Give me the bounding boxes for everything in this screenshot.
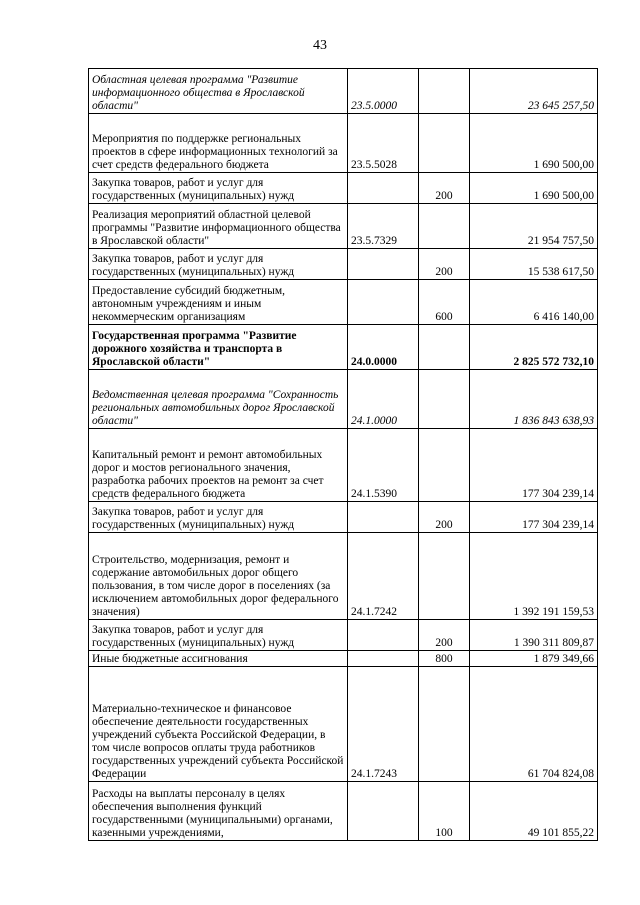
table-row (89, 114, 598, 173)
row-expense-type-cell (419, 429, 470, 502)
row-sum-cell: 23 645 257,50 (470, 69, 598, 114)
row-sum-cell: 1 390 311 809,87 (470, 620, 598, 651)
table-row (89, 667, 598, 782)
row-expense-type-cell: 200 (419, 249, 470, 280)
budget-table-body (89, 69, 598, 841)
row-sum-cell: 6 416 140,00 (470, 280, 598, 325)
row-name-cell: Областная целевая программа "Развитие информационного общества в Ярославской области" (89, 69, 348, 114)
row-expense-type-cell (419, 325, 470, 370)
row-expense-type-cell (419, 533, 470, 620)
row-code-cell (348, 651, 419, 667)
row-name-cell: Ведомственная целевая программа "Сохранность региональных автомобильных дорог Ярославской области" (89, 370, 348, 429)
budget-table (88, 68, 598, 841)
row-code-cell: 24.1.7243 (348, 667, 419, 782)
row-code-cell: 24.1.0000 (348, 370, 419, 429)
row-name-cell: Строительство, модернизация, ремонт и содержание автомобильных дорог общего пользования, в том числе дорог в поселениях (за исключением автомобильных дорог федерального значения) (89, 533, 348, 620)
row-code-cell (348, 173, 419, 204)
table-row (89, 533, 598, 620)
row-expense-type-cell (419, 69, 470, 114)
row-expense-type-cell (419, 667, 470, 782)
row-name-cell: Материально-техническое и финансовое обеспечение деятельности государственных учреждений субъекта Российской Федерации, в том числе вопросов оплаты труда работников государственных учреждений субъекта Российской Федерации (89, 667, 348, 782)
page-number: 43 (313, 38, 327, 53)
row-expense-type-cell: 800 (419, 651, 470, 667)
row-name-cell: Иные бюджетные ассигнования (89, 651, 348, 667)
row-sum-cell: 21 954 757,50 (470, 204, 598, 249)
table-row (89, 325, 598, 370)
table-row (89, 620, 598, 651)
row-expense-type-cell (419, 204, 470, 249)
row-code-cell: 24.1.7242 (348, 533, 419, 620)
row-name-cell: Мероприятия по поддержке региональных проектов в сфере информационных технологий за счет средств федерального бюджета (89, 114, 348, 173)
row-expense-type-cell: 200 (419, 502, 470, 533)
row-sum-cell: 1 836 843 638,93 (470, 370, 598, 429)
row-code-cell (348, 782, 419, 841)
table-row (89, 249, 598, 280)
row-name-cell: Капитальный ремонт и ремонт автомобильных дорог и мостов регионального значения, разработка рабочих проектов на ремонт за счет средств федерального бюджета (89, 429, 348, 502)
row-sum-cell: 61 704 824,08 (470, 667, 598, 782)
row-sum-cell: 49 101 855,22 (470, 782, 598, 841)
row-expense-type-cell: 200 (419, 173, 470, 204)
row-sum-cell: 1 690 500,00 (470, 173, 598, 204)
row-expense-type-cell: 100 (419, 782, 470, 841)
table-row (89, 69, 598, 114)
row-code-cell: 23.5.7329 (348, 204, 419, 249)
row-sum-cell: 177 304 239,14 (470, 502, 598, 533)
row-sum-cell: 2 825 572 732,10 (470, 325, 598, 370)
table-row (89, 782, 598, 841)
table-row (89, 429, 598, 502)
row-sum-cell: 177 304 239,14 (470, 429, 598, 502)
row-expense-type-cell: 600 (419, 280, 470, 325)
table-row (89, 651, 598, 667)
row-name-cell: Государственная программа "Развитие дорожного хозяйства и транспорта в Ярославской области" (89, 325, 348, 370)
row-name-cell: Закупка товаров, работ и услуг для государственных (муниципальных) нужд (89, 173, 348, 204)
row-expense-type-cell (419, 370, 470, 429)
row-code-cell (348, 280, 419, 325)
row-name-cell: Расходы на выплаты персоналу в целях обеспечения выполнения функций государственными (муниципальными) органами, казенными учреждениями, (89, 782, 348, 841)
row-name-cell: Закупка товаров, работ и услуг для государственных (муниципальных) нужд (89, 620, 348, 651)
row-code-cell (348, 249, 419, 280)
row-sum-cell: 1 392 191 159,53 (470, 533, 598, 620)
table-row (89, 280, 598, 325)
row-name-cell: Реализация мероприятий областной целевой программы "Развитие информационного общества в Ярославской области" (89, 204, 348, 249)
row-name-cell: Закупка товаров, работ и услуг для государственных (муниципальных) нужд (89, 502, 348, 533)
row-name-cell: Предоставление субсидий бюджетным, автономным учреждениям и иным некоммерческим организациям (89, 280, 348, 325)
row-name-cell: Закупка товаров, работ и услуг для государственных (муниципальных) нужд (89, 249, 348, 280)
row-sum-cell: 1 879 349,66 (470, 651, 598, 667)
table-row (89, 204, 598, 249)
row-code-cell: 23.5.0000 (348, 69, 419, 114)
table-row (89, 370, 598, 429)
row-code-cell (348, 620, 419, 651)
row-sum-cell: 15 538 617,50 (470, 249, 598, 280)
row-code-cell: 24.0.0000 (348, 325, 419, 370)
row-expense-type-cell (419, 114, 470, 173)
row-sum-cell: 1 690 500,00 (470, 114, 598, 173)
row-code-cell (348, 502, 419, 533)
table-row (89, 502, 598, 533)
row-expense-type-cell: 200 (419, 620, 470, 651)
row-code-cell: 23.5.5028 (348, 114, 419, 173)
row-code-cell: 24.1.5390 (348, 429, 419, 502)
table-row (89, 173, 598, 204)
